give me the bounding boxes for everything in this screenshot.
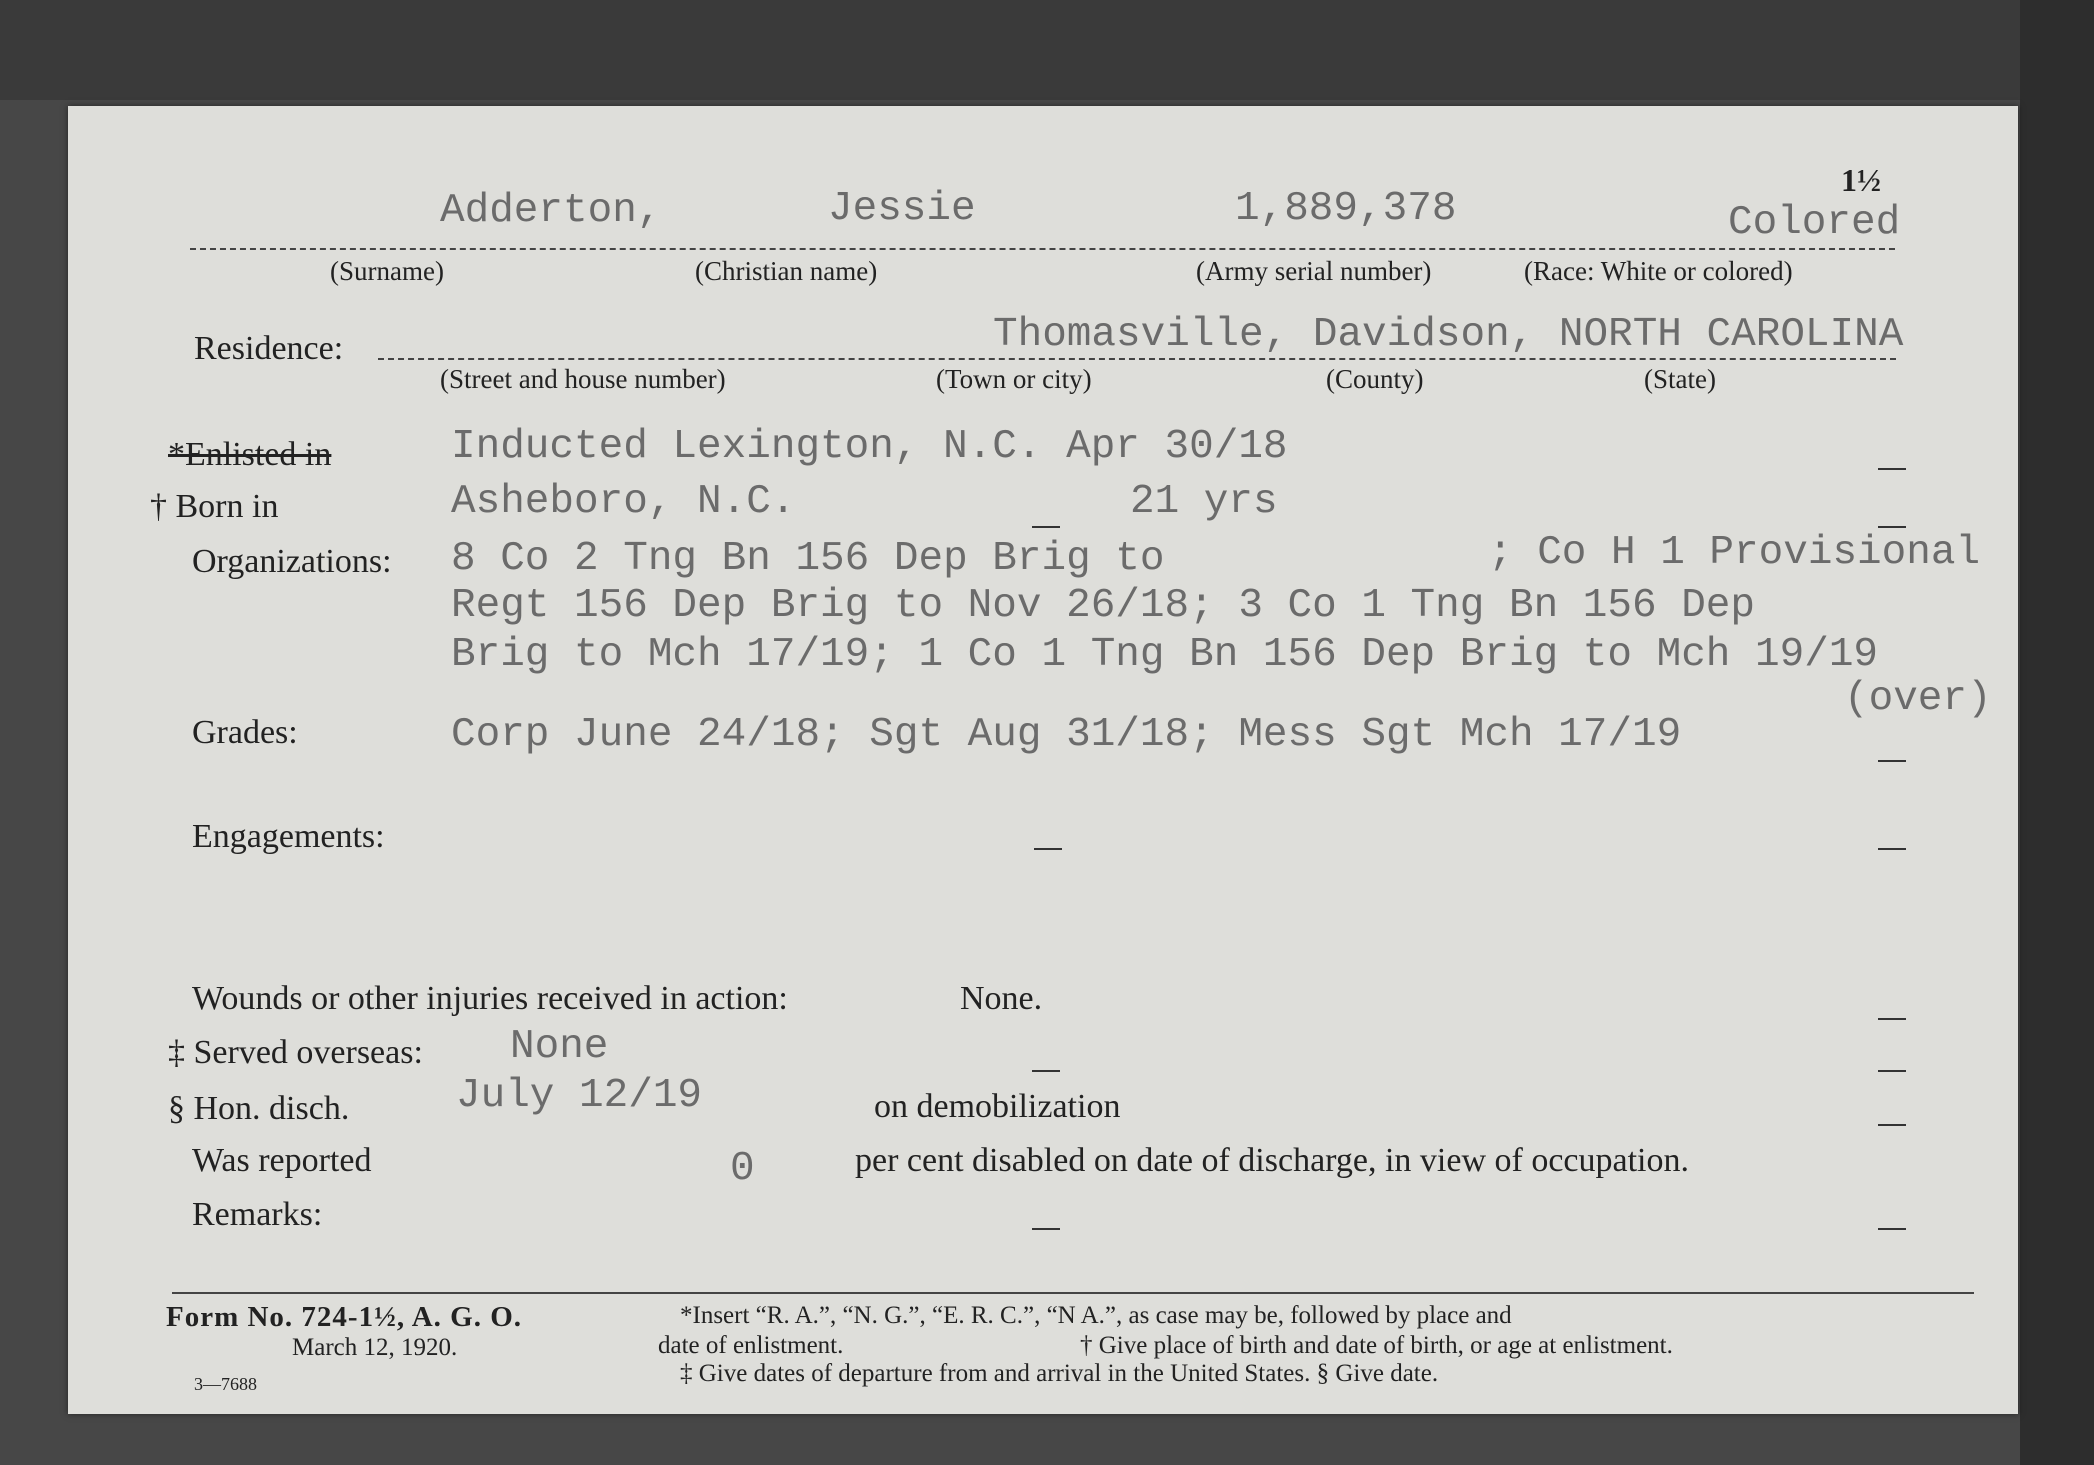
race-value: Colored bbox=[1728, 200, 1901, 246]
header-rule bbox=[190, 248, 1895, 250]
grades-value: Corp June 24/18; Sgt Aug 31/18; Mess Sgt Mch 17/19 bbox=[451, 712, 1682, 758]
born-label: † Born in bbox=[150, 488, 279, 525]
form-number: Form No. 724-1½, A. G. O. bbox=[166, 1301, 523, 1333]
dash-mark bbox=[1878, 760, 1906, 762]
service-record-card bbox=[68, 106, 2018, 1414]
town-caption: (Town or city) bbox=[936, 364, 1092, 394]
footer-rule bbox=[172, 1292, 1974, 1294]
serial-number-value: 1,889,378 bbox=[1235, 186, 1457, 232]
served-overseas-label: ‡ Served overseas: bbox=[168, 1034, 423, 1071]
christian-name-value: Jessie bbox=[828, 186, 976, 232]
footnote-birth: † Give place of birth and date of birth, or age at enlistment. bbox=[1080, 1332, 1673, 1359]
dash-mark bbox=[1878, 526, 1906, 528]
christian-name-caption: (Christian name) bbox=[695, 256, 878, 286]
county-caption: (County) bbox=[1326, 364, 1424, 394]
dash-mark bbox=[1878, 1070, 1906, 1072]
scan-background-top bbox=[0, 0, 2094, 100]
residence-rule bbox=[378, 358, 1896, 360]
surname-caption: (Surname) bbox=[330, 256, 444, 286]
residence-label: Residence: bbox=[194, 330, 344, 367]
state-caption: (State) bbox=[1644, 364, 1716, 394]
print-code: 3—7688 bbox=[194, 1374, 257, 1394]
age-value: 21 yrs bbox=[1130, 479, 1278, 525]
discharge-note: on demobilization bbox=[874, 1088, 1121, 1125]
enlisted-value: Inducted Lexington, N.C. Apr 30/18 bbox=[451, 424, 1288, 470]
served-overseas-value: None bbox=[510, 1024, 609, 1070]
organization-line: 8 Co 2 Tng Bn 156 Dep Brig to bbox=[451, 536, 1165, 582]
footnote-enlisted: *Insert “R. A.”, “N. G.”, “E. R. C.”, “N A.”, as case may be, followed by place and bbox=[680, 1302, 1512, 1329]
street-caption: (Street and house number) bbox=[440, 364, 726, 394]
organization-line: Brig to Mch 17/19; 1 Co 1 Tng Bn 156 Dep Brig to Mch 19/19 bbox=[451, 632, 1879, 678]
was-reported-label: Was reported bbox=[192, 1142, 372, 1179]
organization-line: ; Co H 1 Provisional bbox=[1488, 530, 1981, 576]
dash-mark bbox=[1878, 1124, 1906, 1126]
wounds-value: None. bbox=[960, 980, 1043, 1017]
residence-value: Thomasville, Davidson, NORTH CAROLINA bbox=[993, 312, 1904, 358]
birthplace-value: Asheboro, N.C. bbox=[451, 479, 796, 525]
dash-mark bbox=[1032, 1070, 1060, 1072]
serial-number-caption: (Army serial number) bbox=[1196, 256, 1432, 286]
dash-mark bbox=[1878, 1228, 1906, 1230]
grades-label: Grades: bbox=[192, 714, 298, 751]
race-caption: (Race: White or colored) bbox=[1524, 256, 1793, 286]
disability-text: per cent disabled on date of discharge, in view of occupation. bbox=[855, 1142, 1689, 1179]
over-note: (over) bbox=[1844, 676, 1992, 722]
dash-mark bbox=[1032, 526, 1060, 528]
footnote-overseas: ‡ Give dates of departure from and arrival in the United States. § Give date. bbox=[680, 1360, 1439, 1387]
dash-mark bbox=[1878, 468, 1906, 470]
engagements-label: Engagements: bbox=[192, 818, 385, 855]
dash-mark bbox=[1878, 1018, 1906, 1020]
surname-value: Adderton, bbox=[440, 188, 662, 234]
organizations-label: Organizations: bbox=[192, 543, 392, 580]
fraction-mark: 1½ bbox=[1841, 162, 1881, 198]
form-date: March 12, 1920. bbox=[292, 1334, 458, 1361]
footnote-enlisted-cont: date of enlistment. bbox=[658, 1332, 844, 1359]
hon-discharge-label: § Hon. disch. bbox=[168, 1090, 350, 1127]
scan-background-right bbox=[2020, 0, 2094, 1465]
enlisted-label: *Enlisted in bbox=[168, 436, 332, 473]
dash-mark bbox=[1032, 1228, 1060, 1230]
dash-mark bbox=[1034, 848, 1062, 850]
discharge-date: July 12/19 bbox=[456, 1073, 703, 1119]
organization-line: Regt 156 Dep Brig to Nov 26/18; 3 Co 1 Tng Bn 156 Dep bbox=[451, 583, 1756, 629]
wounds-label: Wounds or other injuries received in action: bbox=[192, 980, 788, 1017]
disability-percent: 0 bbox=[730, 1146, 755, 1192]
dash-mark bbox=[1878, 848, 1906, 850]
remarks-label: Remarks: bbox=[192, 1196, 323, 1233]
